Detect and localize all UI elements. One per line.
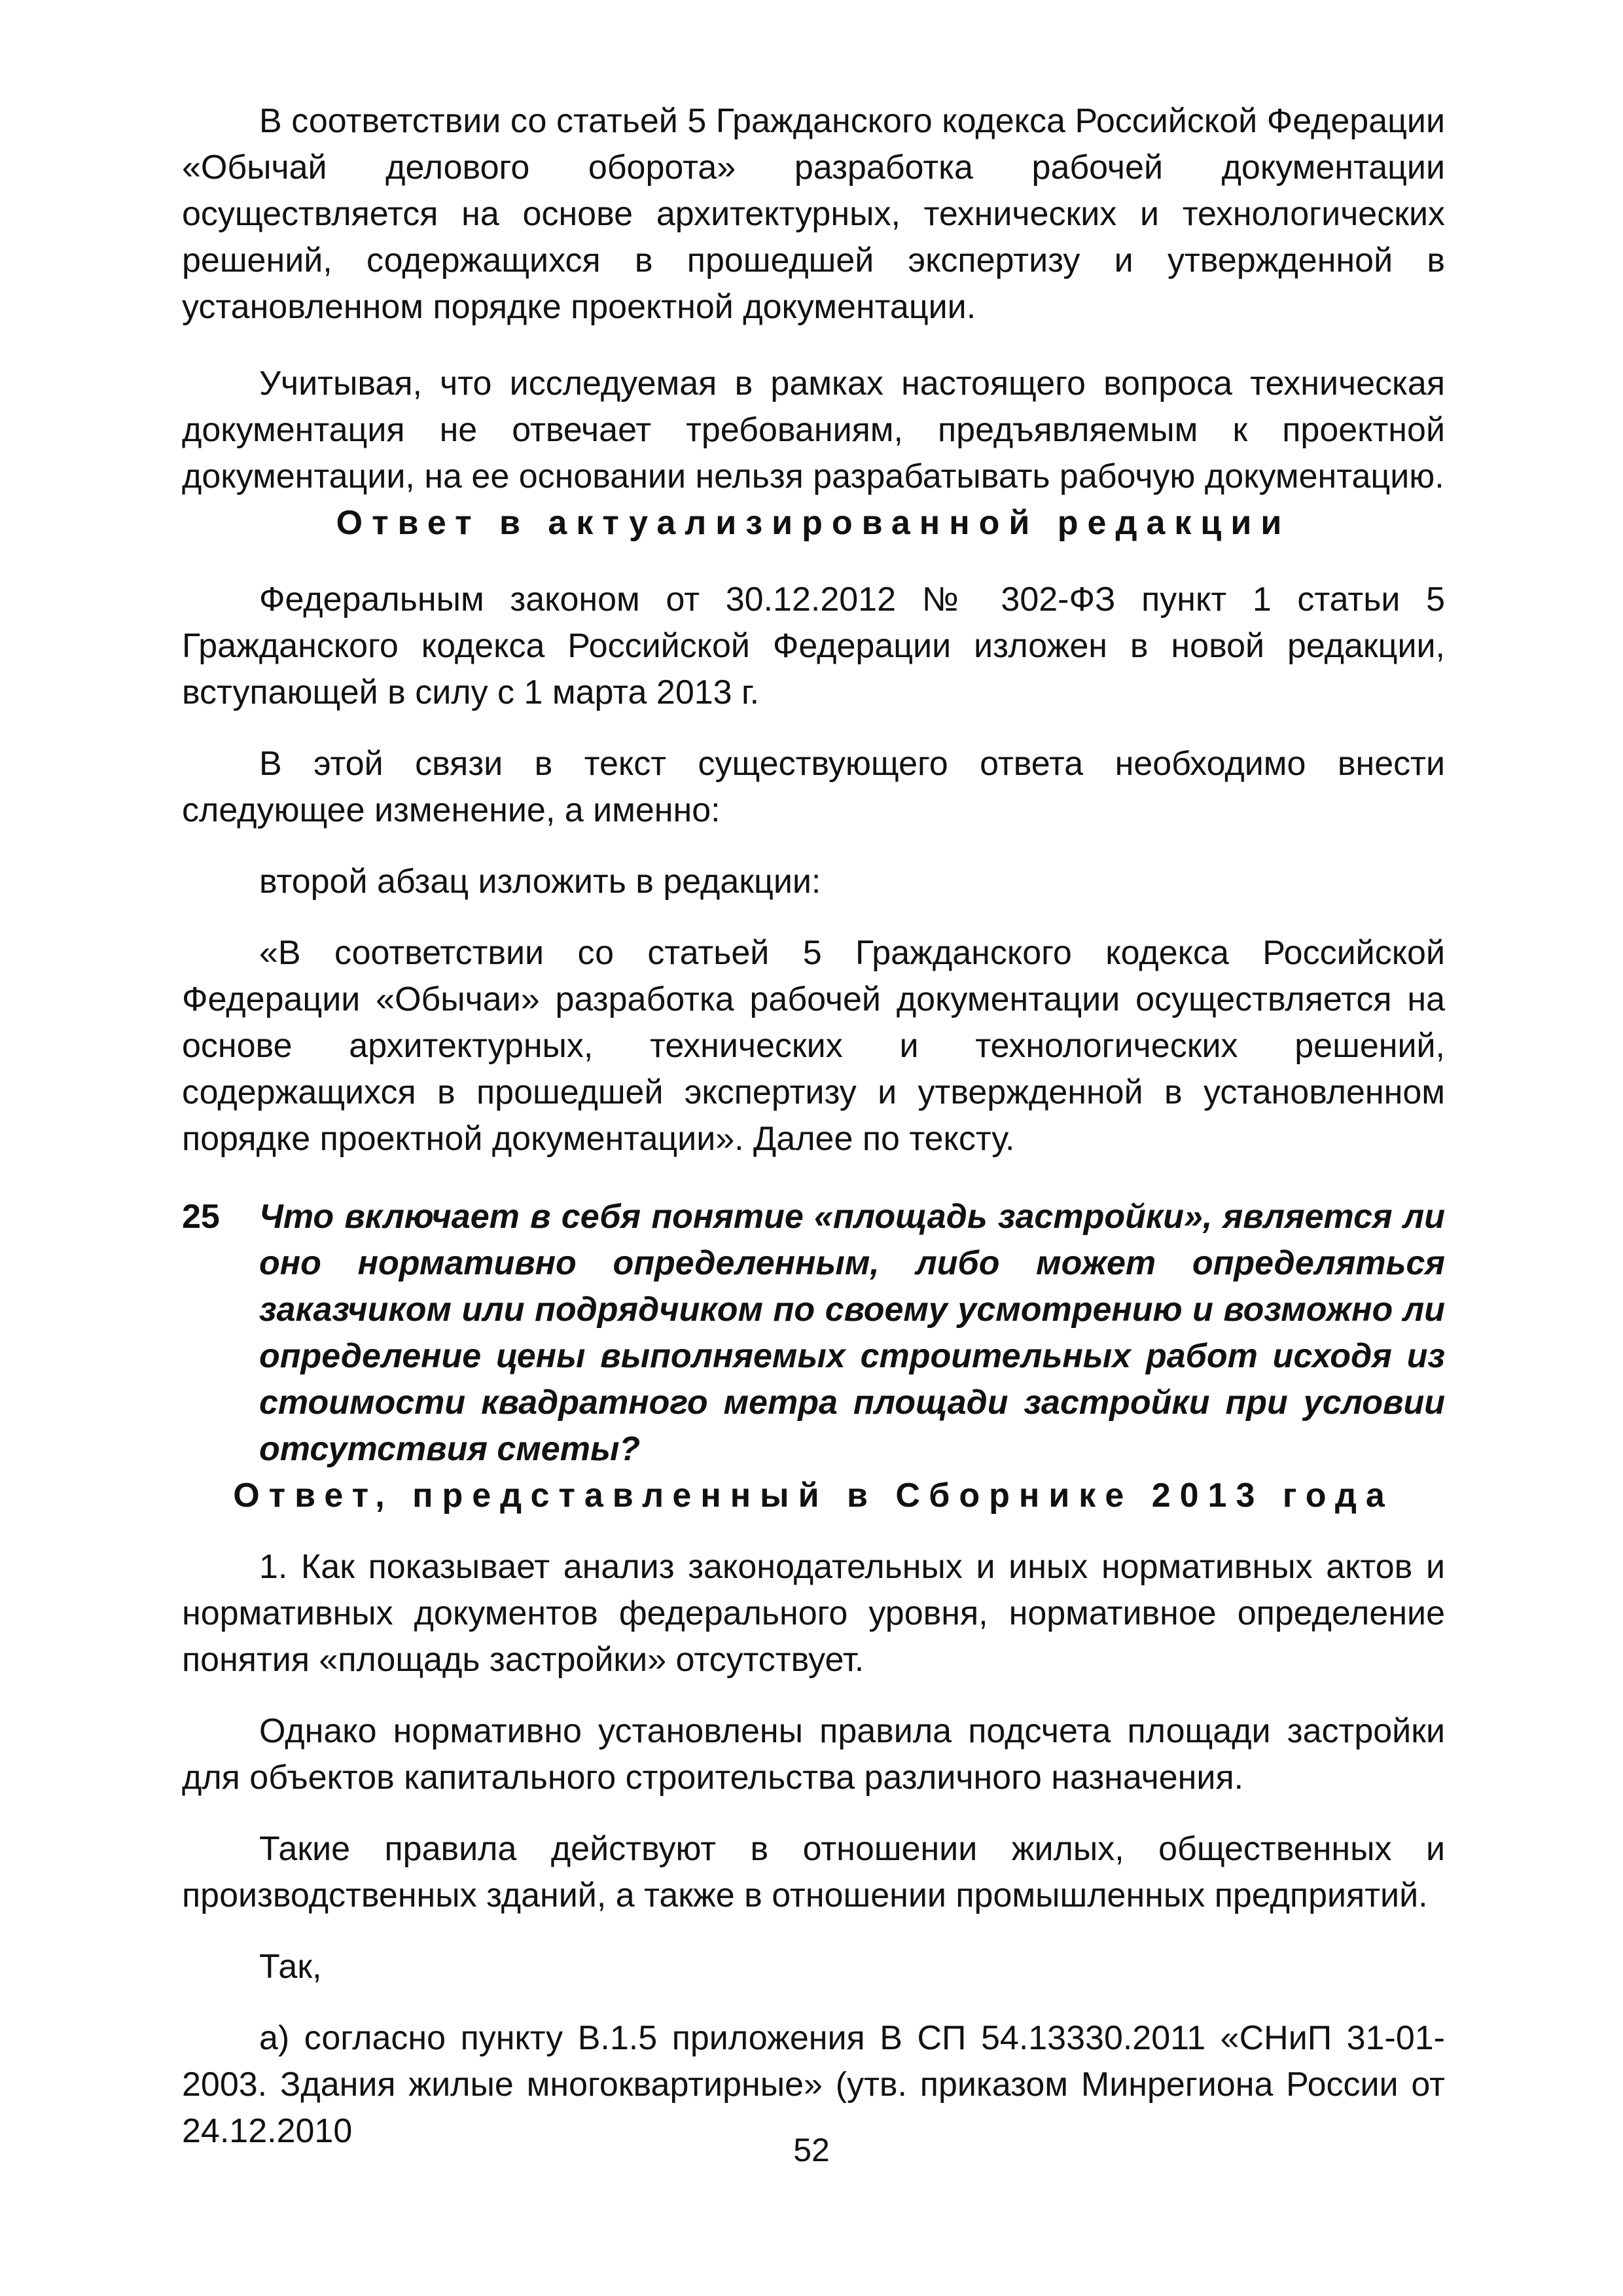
question-number: 25 xyxy=(182,1198,220,1236)
section-heading-actualized: Ответ в актуализированной редакции xyxy=(336,504,1291,542)
paragraph-10: Так, xyxy=(259,1948,322,1986)
page-body xyxy=(182,98,1445,2155)
page-number: 52 xyxy=(793,2132,830,2168)
paragraph-4: В этой связи в текст существующего ответа необходимо внести следующее изменение, а именно: xyxy=(182,745,1445,829)
question-text: Что включает в себя понятие «площадь застройки», является ли оно нормативно определенным, либо может определяться заказчиком или подрядчиком по своему усмотрению и возможно ли определение цены выполняемых строительных работ исходя из стоимости квадратного метра площади застройки при условии отсутствия сметы? xyxy=(259,1198,1445,1468)
paragraph-6: «В соответствии со статьей 5 Гражданского кодекса Российской Федерации «Обычаи» разработка рабочей документации осуществляется на основе архитектурных, технических и технологических решений, содержащихся в прошедшей экспертизу и утвержденной в установленном порядке проектной документации». Далее по тексту. xyxy=(182,934,1445,1158)
paragraph-9: Такие правила действуют в отношении жилых, общественных и производственных зданий, а также в отношении промышленных предприятий. xyxy=(182,1830,1445,1914)
paragraph-7: 1. Как показывает анализ законодательных и иных нормативных актов и нормативных документов федерального уровня, нормативное определение понятия «площадь застройки» отсутствует. xyxy=(182,1548,1445,1679)
paragraph-5: второй абзац изложить в редакции: xyxy=(259,863,821,901)
paragraph-8: Однако нормативно установлены правила подсчета площади застройки для объектов капитального строительства различного назначения. xyxy=(182,1712,1445,1797)
paragraph-2: Учитывая, что исследуемая в рамках настоящего вопроса техническая документация не отвечает требованиям, предъявляемым к проектной документации, на ее основании нельзя разрабатывать рабочую документацию. xyxy=(182,365,1445,495)
section-heading-2013: Ответ, представленный в Сборнике 2013 года xyxy=(233,1477,1394,1515)
paragraph-3: Федеральным законом от 30.12.2012 № 302-ФЗ пункт 1 статьи 5 Гражданского кодекса Российской Федерации изложен в новой редакции, вступающей в силу с 1 марта 2013 г. xyxy=(182,581,1445,711)
question-25 xyxy=(182,1194,1445,1473)
paragraph-11: а) согласно пункту В.1.5 приложения В СП 54.13330.2011 «СНиП 31-01-2003. Здания жилые многоквартирные» (утв. приказом Минрегиона России от 24.12.2010 xyxy=(182,2019,1445,2150)
paragraph-1: В соответствии со статьей 5 Гражданского кодекса Российской Федерации «Обычай делового оборота» разработка рабочей документации осуществляется на основе архитектурных, технических и технологических решений, содержащихся в прошедшей экспертизу и утвержденной в установленном порядке проектной документации. xyxy=(182,102,1445,326)
